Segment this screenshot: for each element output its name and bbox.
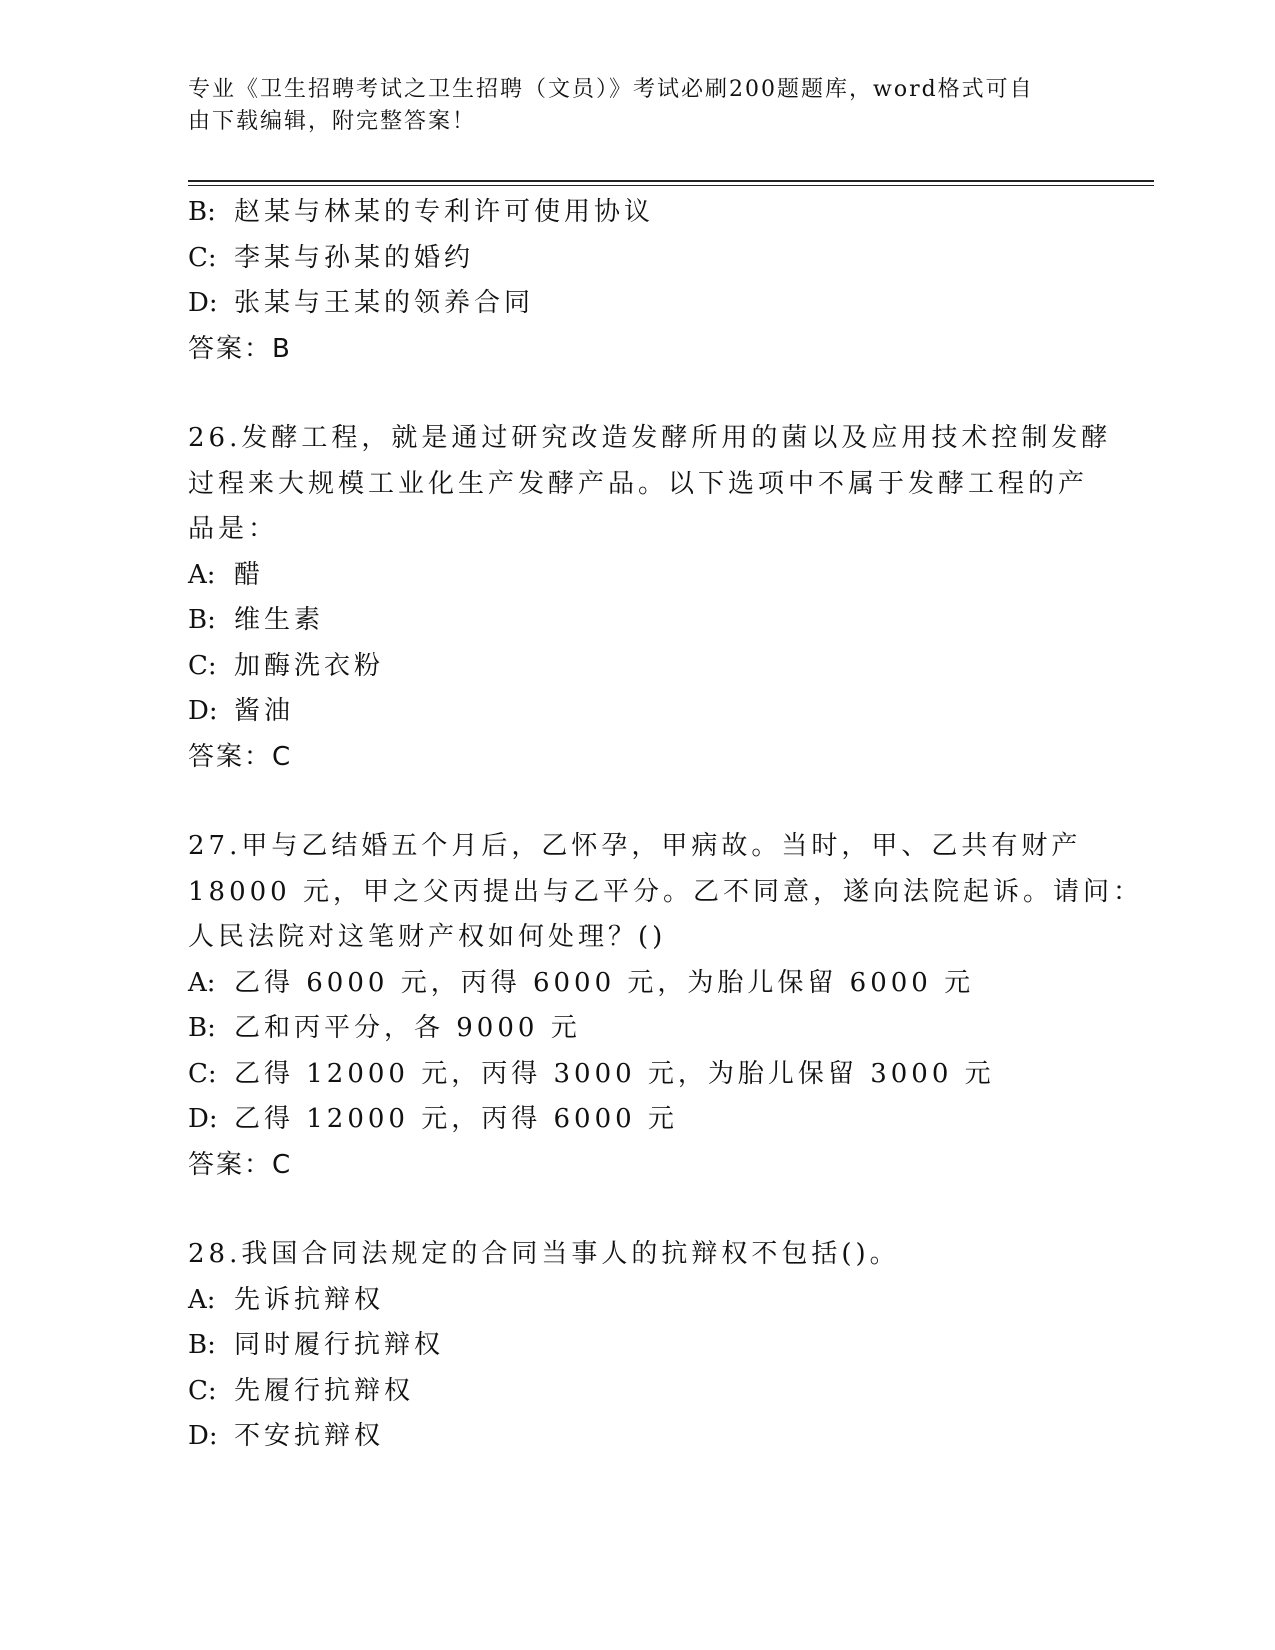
option-text: 维生素 xyxy=(234,605,325,635)
answer-line: 答案：C xyxy=(188,741,293,772)
option-b xyxy=(188,1006,1088,1052)
option-c xyxy=(188,1369,1088,1415)
option-a xyxy=(188,553,1088,599)
question-25 xyxy=(188,190,1088,372)
option-letter: A: xyxy=(188,559,216,590)
option-letter: D: xyxy=(188,696,218,726)
spacer xyxy=(188,372,1088,416)
option-letter: C: xyxy=(188,242,217,273)
question-26 xyxy=(188,416,1112,780)
option-d xyxy=(188,281,1088,327)
option-letter: B: xyxy=(188,1330,216,1360)
option-letter: D: xyxy=(188,288,218,318)
question-stem-line: 品是： xyxy=(188,514,279,544)
option-b xyxy=(188,1323,1088,1369)
option-d xyxy=(188,689,1088,735)
header-line-2: 由下载编辑，附完整答案！ xyxy=(188,109,477,134)
option-letter: D: xyxy=(188,1421,218,1451)
option-text: 不安抗辩权 xyxy=(234,1421,385,1451)
option-letter: B: xyxy=(188,197,216,227)
option-letter: D: xyxy=(188,1104,218,1134)
option-text: 加酶洗衣粉 xyxy=(234,650,385,681)
option-text: 乙和丙平分，各 9000 元 xyxy=(234,1013,581,1043)
option-text: 同时履行抗辩权 xyxy=(234,1330,445,1360)
option-letter: C: xyxy=(188,1375,217,1406)
option-text: 先履行抗辩权 xyxy=(234,1375,415,1406)
question-28 xyxy=(188,1232,1088,1460)
question-stem-line: 28.我国合同法规定的合同当事人的抗辩权不包括()。 xyxy=(188,1239,900,1269)
answer-line: 答案：B xyxy=(188,333,292,364)
option-d xyxy=(188,1097,1088,1143)
option-text: 张某与王某的领养合同 xyxy=(234,288,535,318)
option-text: 先诉抗辩权 xyxy=(234,1284,385,1315)
spacer xyxy=(188,780,1088,824)
option-a xyxy=(188,1278,1088,1324)
question-content xyxy=(188,190,1143,1460)
header-rule-thick xyxy=(188,180,1154,182)
option-letter: C: xyxy=(188,1058,217,1089)
header-rule-thin xyxy=(188,185,1154,186)
option-a xyxy=(188,961,1088,1007)
spacer xyxy=(188,1188,1088,1232)
question-27 xyxy=(188,824,1143,1188)
option-text: 乙得 6000 元，丙得 6000 元，为胎儿保留 6000 元 xyxy=(234,967,975,998)
option-text: 乙得 12000 元，丙得 3000 元，为胎儿保留 3000 元 xyxy=(234,1058,995,1089)
option-d xyxy=(188,1414,1088,1460)
question-stem-line: 过程来大规模工业化生产发酵产品。以下选项中不属于发酵工程的产 xyxy=(188,468,1089,499)
answer-line: 答案：C xyxy=(188,1149,293,1180)
question-stem-line: 18000 元，甲之父丙提出与乙平分。乙不同意，遂向法院起诉。请问： xyxy=(188,876,1143,907)
option-letter: C: xyxy=(188,650,217,681)
option-letter: A: xyxy=(188,1284,216,1315)
question-stem-line: 26.发酵工程，就是通过研究改造发酵所用的菌以及应用技术控制发酵 xyxy=(188,423,1112,453)
option-text: 李某与孙某的婚约 xyxy=(234,242,475,273)
option-text: 赵某与林某的专利许可使用协议 xyxy=(234,197,655,227)
option-letter: A: xyxy=(188,967,216,998)
document-header xyxy=(188,74,1068,138)
option-text: 酱油 xyxy=(234,696,295,726)
option-letter: B: xyxy=(188,1013,216,1043)
option-b xyxy=(188,598,1088,644)
option-c xyxy=(188,1052,1088,1098)
question-stem-line: 人民法院对这笔财产权如何处理？() xyxy=(188,922,667,952)
option-letter: B: xyxy=(188,605,216,635)
option-b xyxy=(188,190,1088,236)
question-stem-line: 27.甲与乙结婚五个月后，乙怀孕，甲病故。当时，甲、乙共有财产 xyxy=(188,831,1082,861)
header-line-1: 专业《卫生招聘考试之卫生招聘（文员）》考试必刷200题题库，word格式可自 xyxy=(188,77,1034,102)
option-text: 醋 xyxy=(234,559,265,590)
option-c xyxy=(188,644,1088,690)
option-c xyxy=(188,236,1088,282)
option-text: 乙得 12000 元，丙得 6000 元 xyxy=(234,1104,678,1134)
